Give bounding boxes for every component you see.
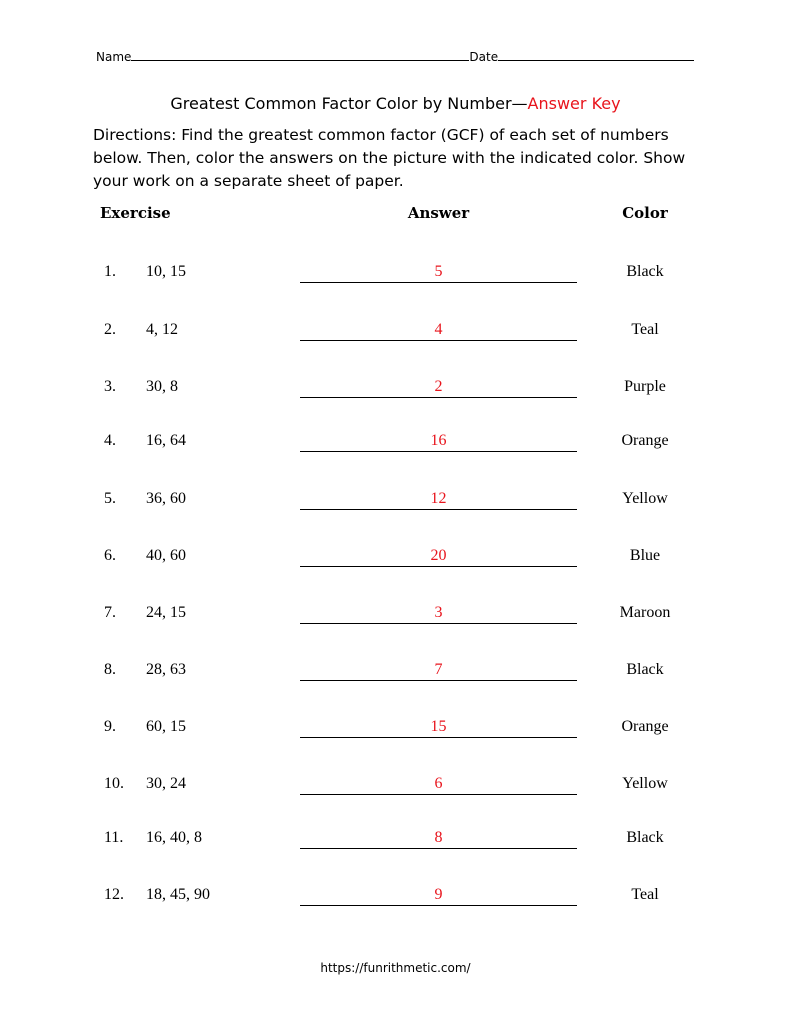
exercise-number: 7. [104, 604, 116, 621]
answer-value: 2 [434, 378, 443, 395]
exercise-row [0, 547, 791, 573]
answer-value: 12 [430, 490, 447, 507]
color-name: Orange [621, 432, 669, 449]
exercise-number: 8. [104, 661, 116, 678]
exercise-row [0, 432, 791, 458]
number-set: 10, 15 [146, 263, 186, 280]
exercise-row [0, 490, 791, 516]
exercise-row [0, 321, 791, 347]
exercise-number: 3. [104, 378, 116, 395]
column-header-answer: Answer [407, 204, 470, 222]
exercise-row [0, 886, 791, 912]
directions [93, 124, 703, 193]
page-title [0, 94, 791, 113]
exercise-number: 2. [104, 321, 116, 338]
color-name: Teal [631, 321, 659, 338]
number-set: 24, 15 [146, 604, 186, 621]
column-header-color: Color [622, 204, 668, 222]
title-answer-key: Answer Key [527, 94, 621, 113]
color-name: Blue [629, 547, 661, 564]
footer-url: https://funrithmetic.com/ [320, 961, 471, 975]
exercise-number: 5. [104, 490, 116, 507]
answer-value: 5 [434, 263, 443, 280]
answer-value: 6 [434, 775, 443, 792]
number-set: 30, 24 [146, 775, 186, 792]
exercise-row [0, 661, 791, 687]
directions-text: : Find the greatest common factor (GCF) of each set of numbers below. Then, color the answers on the picture with the indicated color. Show your work on a separate sheet of paper. [93, 126, 686, 190]
color-name: Teal [631, 886, 659, 903]
exercise-number: 9. [104, 718, 116, 735]
exercise-number: 12. [104, 886, 124, 903]
exercise-number: 6. [104, 547, 116, 564]
title-main: Greatest Common Factor Color by Number— [170, 94, 528, 113]
color-name: Black [626, 263, 664, 280]
name-blank[interactable] [131, 48, 469, 61]
exercise-row [0, 775, 791, 801]
number-set: 18, 45, 90 [146, 886, 210, 903]
date-blank[interactable] [498, 48, 694, 61]
exercise-row [0, 829, 791, 855]
directions-label: Directions [93, 126, 172, 144]
number-set: 4, 12 [146, 321, 178, 338]
color-name: Maroon [619, 604, 671, 621]
answer-value: 20 [430, 547, 447, 564]
color-name: Orange [621, 718, 669, 735]
exercise-row [0, 378, 791, 404]
answer-value: 3 [434, 604, 443, 621]
number-set: 28, 63 [146, 661, 186, 678]
name-date-line [96, 48, 696, 64]
number-set: 36, 60 [146, 490, 186, 507]
answer-value: 16 [430, 432, 447, 449]
date-label: Date [469, 50, 499, 64]
exercise-row [0, 604, 791, 630]
color-name: Purple [624, 378, 666, 395]
exercise-number: 11. [104, 829, 124, 846]
answer-value: 4 [434, 321, 443, 338]
number-set: 16, 40, 8 [146, 829, 202, 846]
column-header-exercise: Exercise [100, 204, 171, 222]
number-set: 60, 15 [146, 718, 186, 735]
number-set: 16, 64 [146, 432, 186, 449]
color-name: Yellow [622, 775, 668, 792]
name-label: Name [96, 50, 132, 64]
color-name: Yellow [622, 490, 668, 507]
exercise-row [0, 263, 791, 289]
exercise-number: 4. [104, 432, 116, 449]
color-name: Black [626, 661, 664, 678]
exercise-number: 1. [104, 263, 116, 280]
number-set: 30, 8 [146, 378, 178, 395]
answer-value: 7 [434, 661, 443, 678]
answer-value: 9 [434, 886, 443, 903]
answer-value: 15 [430, 718, 447, 735]
color-name: Black [626, 829, 664, 846]
answer-value: 8 [434, 829, 443, 846]
exercise-row [0, 718, 791, 744]
exercise-number: 10. [104, 775, 124, 792]
number-set: 40, 60 [146, 547, 186, 564]
